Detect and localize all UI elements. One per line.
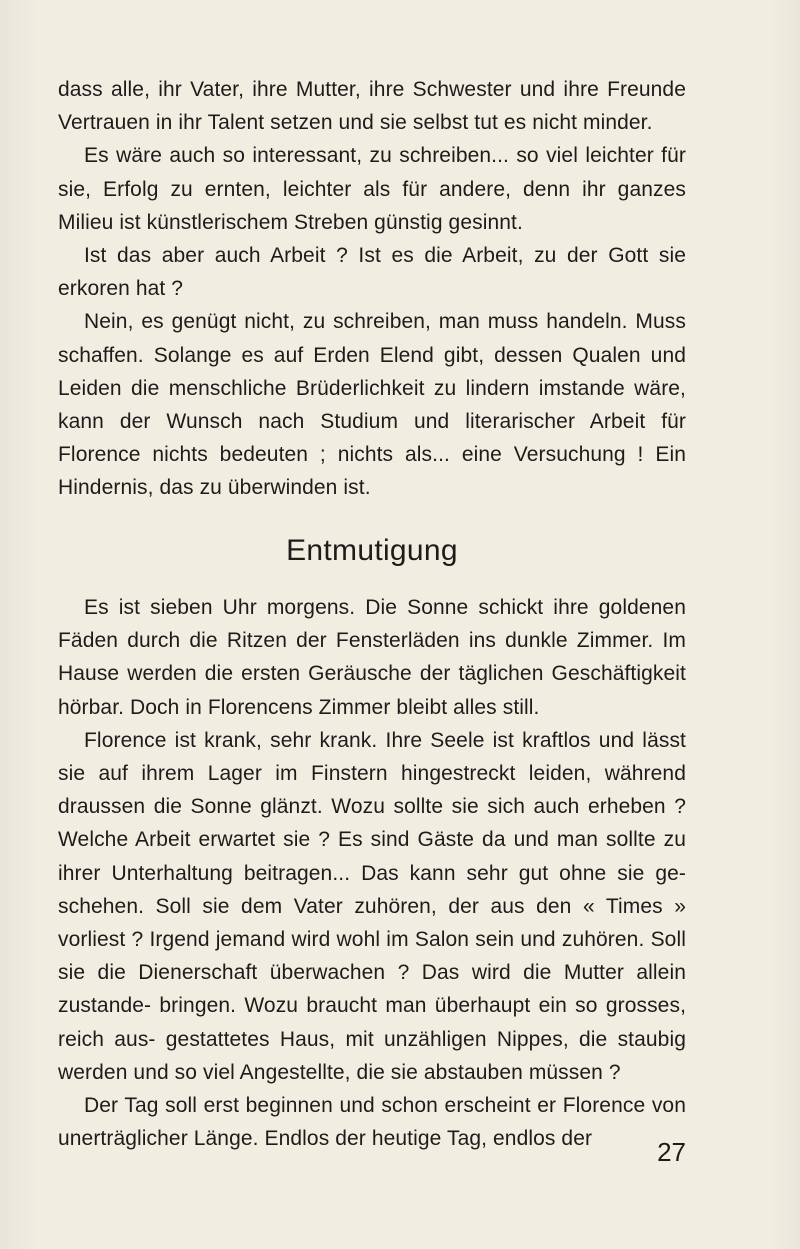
chapter-heading: Entmutigung (286, 534, 458, 567)
page-number: 27 (657, 1137, 686, 1167)
paragraph: Ist das aber auch Arbeit ? Ist es die Arbeit, zu der Gott sie erkoren hat ? (58, 244, 686, 301)
paragraph-continued: dass alle, ihr Vater, ihre Mutter, ihre Schwester und ihre Freunde Vertrauen in ihr Talent setzen und sie selbst tut es nicht minder. (58, 78, 686, 135)
paragraph: Nein, es genügt nicht, zu schreiben, man muss handeln. Muss schaffen. Solange es auf Erden Elend gibt, dessen Qualen und Leiden die menschliche Brüderlichkeit zu lindern imstande wäre, kann der Wunsch nach Studium und literarischer Arbeit für Florence nichts bedeuten ; nichts als... eine Versuchung ! Ein Hindernis, das zu überwinden ist. (58, 310, 686, 500)
paragraph: Es wäre auch so interessant, zu schreiben... so viel leichter für sie, Erfolg zu ernten, leichter als für andere, denn ihr ganzes Milieu ist künstlerischem Streben günstig gesinnt. (58, 144, 686, 234)
paragraph: Es ist sieben Uhr morgens. Die Sonne schickt ihre goldenen Fäden durch die Ritzen der Fensterläden ins dunkle Zimmer. Im Hause werden die ersten Geräusche der täglichen Geschäftigkeit hörbar. Doch in Florencens Zimmer bleibt alles still. (58, 596, 686, 719)
text-section-top (58, 73, 686, 505)
text-section-bottom (58, 591, 686, 1155)
paragraph: Florence ist krank, sehr krank. Ihre Seele ist kraftlos und lässt sie auf ihrem Lager im Finstern hingestreckt leiden, während draussen die Sonne glänzt. Wozu sollte sie sich auch erheben ? Welche Arbeit erwartet sie ? Es sind Gäste da und man sollte zu ihrer Unterhaltung beitragen... Das kann sehr gut ohne sie ge- schehen. Soll sie dem Vater zuhören, der aus den « Times » vorliest ? Irgend jemand wird wohl im Salon sein und zuhören. Soll sie die Dienerschaft überwachen ? Das wird die Mutter allein zustande- bringen. Wozu braucht man überhaupt ein so grosses, reich aus- gestattetes Haus, mit unzähligen Nippes, die staubig werden und so viel Angestellte, die sie abstauben müssen ? (58, 728, 686, 1084)
paragraph: Der Tag soll erst beginnen und schon erscheint er Florence von unerträglicher Länge. Endlos der heutige Tag, endlos der (58, 1094, 686, 1151)
